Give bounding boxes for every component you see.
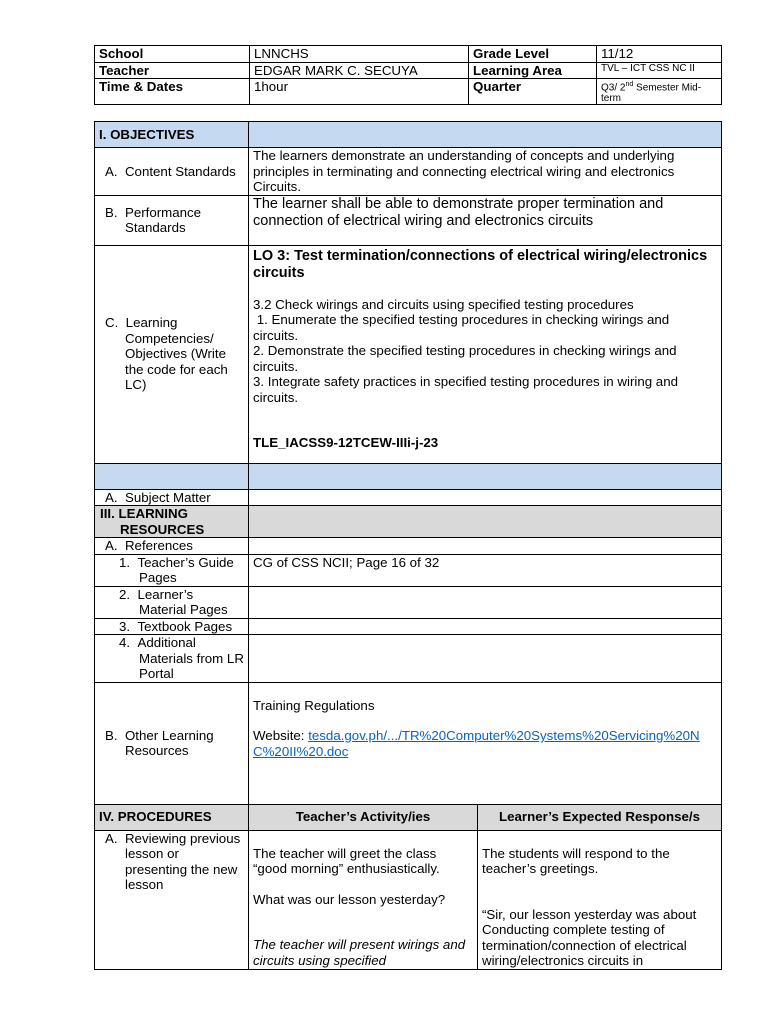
grade-value: 11/12 xyxy=(597,46,722,63)
quarter-value xyxy=(597,79,722,105)
learners-material-value xyxy=(249,586,722,618)
references-value xyxy=(249,538,722,555)
lo-item-3: 3. Integrate safety practices in specified testing procedures in wiring and circuits. xyxy=(253,374,678,405)
content-standards-text: The learners demonstrate an understanding of concepts and underlying principles in terminating and connecting electrical wiring and electronics Circuits. xyxy=(249,148,722,196)
grade-label: Grade Level xyxy=(469,46,597,63)
learner-answer: “Sir, our lesson yesterday was about Conducting complete testing of termination/connection of electrical wiring/electronics circuits in xyxy=(482,906,697,968)
time-label: Time & Dates xyxy=(95,79,250,105)
learner-response-heading: Learner’s Expected Response/s xyxy=(478,804,722,830)
learner-response-cell xyxy=(478,830,722,969)
learners-material-label: 2. Learner’s Material Pages xyxy=(95,586,249,618)
time-value: 1hour xyxy=(250,79,469,105)
lesson-plan-table xyxy=(94,121,722,970)
learning-resources-heading: III. LEARNING RESOURCES xyxy=(95,506,249,538)
quarter-label: Quarter xyxy=(469,79,597,105)
teacher-activity-cell xyxy=(249,830,478,969)
lo-subtitle: 3.2 Check wirings and circuits using specified testing procedures xyxy=(253,296,634,312)
other-resources-label: B. Other Learning Resources xyxy=(95,682,249,804)
learning-resources-heading-blank xyxy=(249,506,722,538)
references-label: A. References xyxy=(95,538,249,555)
quarter-pre: Q3/ 2 xyxy=(601,82,626,94)
school-value: LNNCHS xyxy=(250,46,469,63)
subject-matter-value xyxy=(249,489,722,506)
learning-competencies-cell xyxy=(249,245,722,463)
objectives-heading-blank xyxy=(249,122,722,148)
learner-respond: The students will respond to the teacher’s greetings. xyxy=(482,845,670,876)
objectives-heading: I. OBJECTIVES xyxy=(95,122,249,148)
textbook-pages-label: 3. Textbook Pages xyxy=(95,618,249,635)
subject-matter-label: A. Subject Matter xyxy=(95,489,249,506)
learning-competencies-label: C. Learning Competencies/ Objectives (Write the code for each LC) xyxy=(95,245,249,463)
procedures-heading: IV. PROCEDURES xyxy=(95,804,249,830)
teacher-present: The teacher will present wirings and circuits using specified xyxy=(253,937,466,968)
teacher-greet: The teacher will greet the class “good morning” enthusiastically. xyxy=(253,845,440,876)
lo-item-2: 2. Demonstrate the specified testing procedures in checking wirings and circuits. xyxy=(253,343,677,374)
quarter-post: Semester Mid-term xyxy=(601,82,702,105)
lo-title: LO 3: Test termination/connections of electrical wiring/electronics circuits xyxy=(253,247,708,281)
school-label: School xyxy=(95,46,250,63)
header-table xyxy=(94,45,722,105)
lo-code: TLE_IACSS9-12TCEW-IIIi-j-23 xyxy=(253,435,439,450)
performance-standards-label: B. Performance Standards xyxy=(95,195,249,245)
teachers-guide-value: CG of CSS NCII; Page 16 of 32 xyxy=(249,554,722,586)
area-label: Learning Area xyxy=(469,62,597,79)
other-resources-cell xyxy=(249,682,722,804)
teacher-label: Teacher xyxy=(95,62,250,79)
content-standards-label: A. Content Standards xyxy=(95,148,249,196)
performance-standards-text: The learner shall be able to demonstrate proper termination and connection of electrical wiring and electronics circuits xyxy=(249,195,722,245)
content-heading-blank xyxy=(95,463,249,489)
content-heading-blank-2 xyxy=(249,463,722,489)
teachers-guide-label: 1. Teacher’s Guide Pages xyxy=(95,554,249,586)
teacher-activity-heading: Teacher’s Activity/ies xyxy=(249,804,478,830)
training-regulations: Training Regulations xyxy=(253,697,375,713)
teacher-value: EDGAR MARK C. SECUYA xyxy=(250,62,469,79)
area-value: TVL – ICT CSS NC II xyxy=(597,62,722,79)
additional-materials-label: 4. Additional Materials from LR Portal xyxy=(95,635,249,683)
additional-materials-value xyxy=(249,635,722,683)
tesda-link[interactable]: tesda.gov.ph/.../TR%20Computer%20Systems%20Servicing%20NC%20II%20.doc xyxy=(253,728,700,759)
lo-item-1: 1. Enumerate the specified testing procedures in checking wirings and circuits. xyxy=(253,312,670,343)
teacher-question: What was our lesson yesterday? xyxy=(253,891,446,907)
website-prefix: Website: xyxy=(253,728,309,743)
website-line xyxy=(253,728,717,759)
reviewing-label: A. Reviewing previous lesson or presenting the new lesson xyxy=(95,830,249,969)
quarter-sup: nd xyxy=(625,81,634,88)
textbook-pages-value xyxy=(249,618,722,635)
